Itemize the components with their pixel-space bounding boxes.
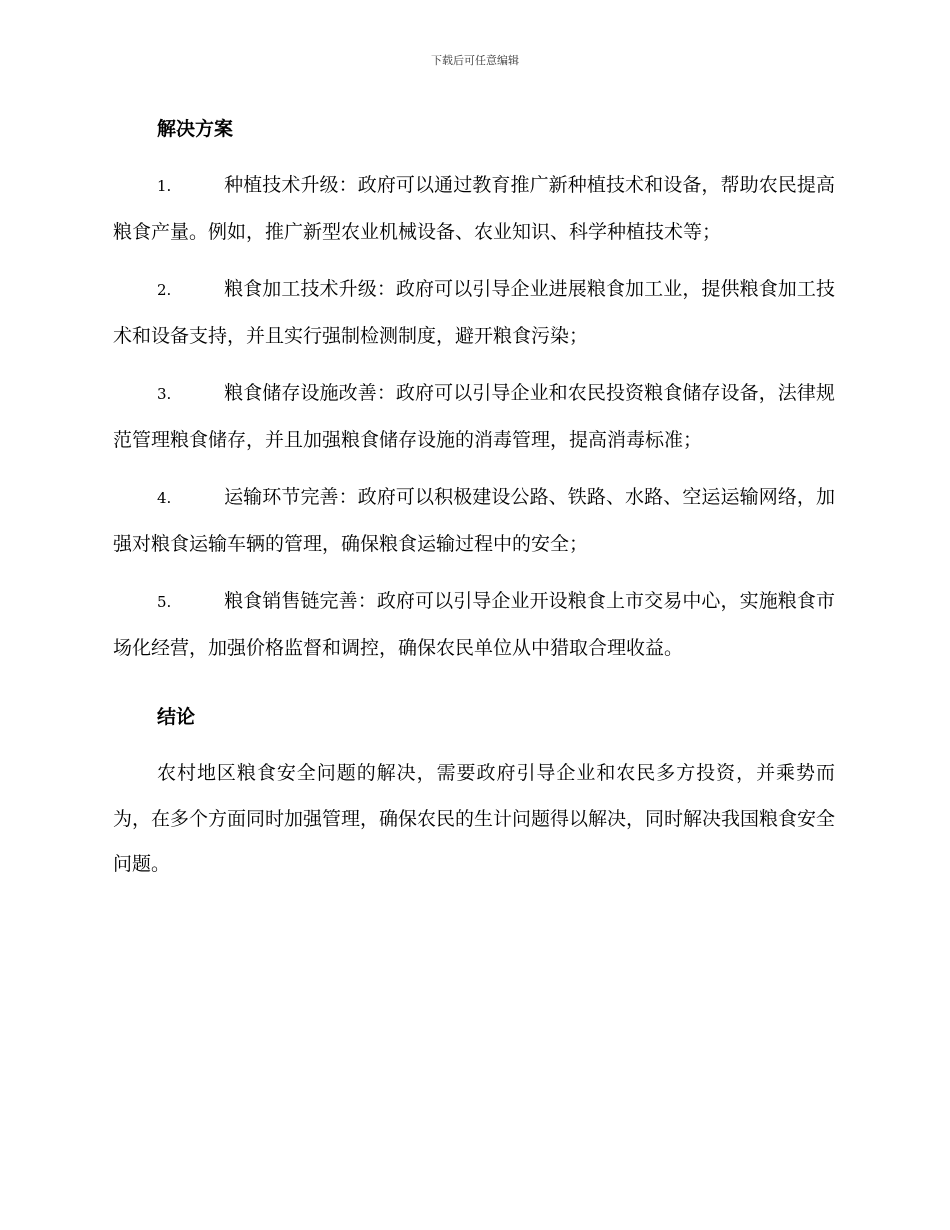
list-item — [113, 475, 835, 567]
list-item-number: 3. — [157, 385, 172, 403]
list-item — [113, 267, 835, 359]
list-item-number: 4. — [157, 489, 172, 507]
list-item-text: 粮食储存设施改善：政府可以引导企业和农民投资粮食储存设备，法律规范管理粮食储存，并且加强粮食储存设施的消毒管理，提高消毒标准； — [113, 382, 835, 451]
conclusion-paragraph: 农村地区粮食安全问题的解决，需要政府引导企业和农民多方投资，并乘势而为，在多个方面同时加强管理，确保农民的生计问题得以解决，同时解决我国粮食安全问题。 — [113, 762, 836, 875]
list-item-text: 粮食销售链完善：政府可以引导企业开设粮食上市交易中心，实施粮食市场化经营，加强价格监督和调控，确保农民单位从中猎取合理收益。 — [113, 590, 835, 659]
list-item — [113, 371, 835, 463]
list-item-number: 2. — [157, 281, 172, 299]
list-item-number: 1. — [157, 177, 172, 195]
list-item-text: 粮食加工技术升级：政府可以引导企业进展粮食加工业，提供粮食加工技术和设备支持，并且实行强制检测制度，避开粮食污染； — [113, 278, 835, 347]
list-item-number: 5. — [157, 593, 172, 611]
page-header: 下载后可任意编辑 — [431, 54, 519, 67]
section-heading-conclusion: 结论 — [157, 706, 196, 728]
list-item — [113, 579, 835, 671]
section-heading-solutions: 解决方案 — [157, 118, 234, 140]
list-item — [113, 163, 835, 255]
document-body — [113, 112, 835, 888]
list-item-text: 种植技术升级：政府可以通过教育推广新种植技术和设备，帮助农民提高粮食产量。例如，推广新型农业机械设备、农业知识、科学种植技术等； — [113, 174, 835, 243]
list-item-text: 运输环节完善：政府可以积极建设公路、铁路、水路、空运运输网络，加强对粮食运输车辆的管理，确保粮食运输过程中的安全； — [113, 486, 835, 555]
